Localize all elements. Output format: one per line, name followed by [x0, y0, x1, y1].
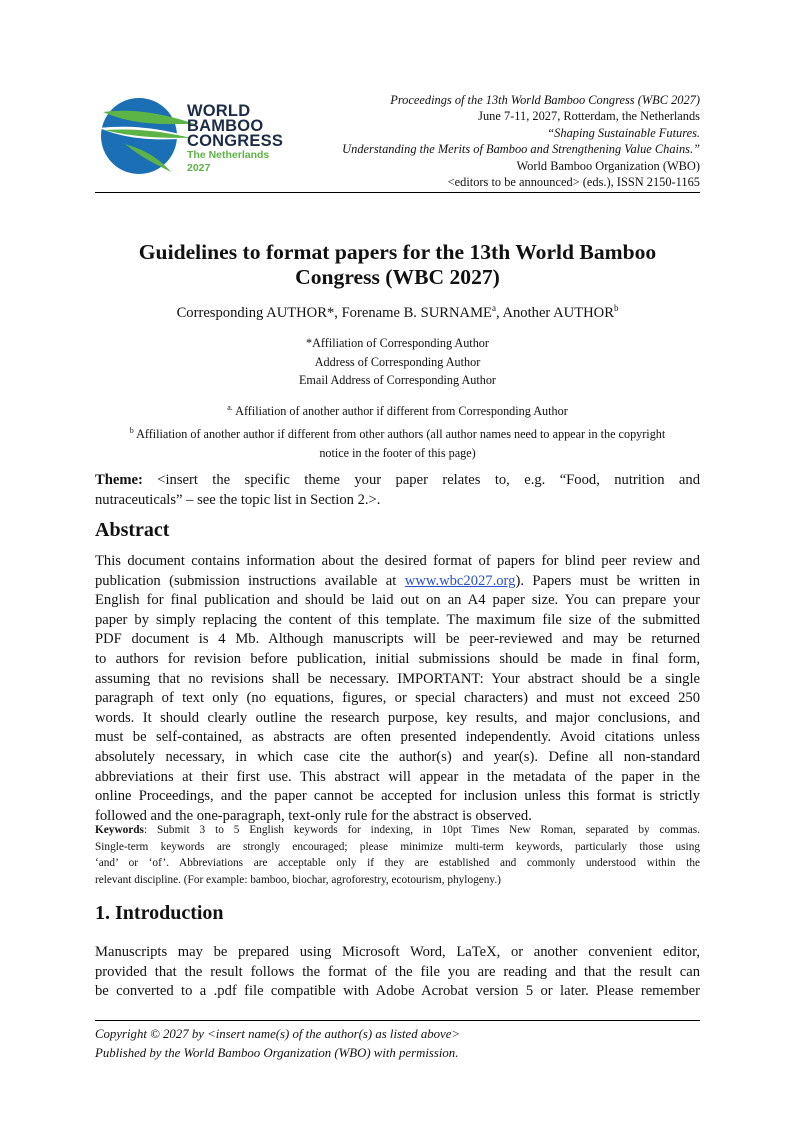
proceedings-info	[342, 92, 700, 190]
abstract-heading: Abstract	[95, 519, 170, 541]
author-2: Forename B. SURNAME	[341, 305, 492, 321]
wbc-website-link[interactable]: www.wbc2027.org	[404, 572, 516, 589]
proceedings-title: Proceedings of the 13th World Bamboo Congress (WBC 2027)	[390, 93, 700, 107]
theme-paragraph: Theme: <insert the specific theme your paper relates to, e.g. “Food, nutrition and nutraceuticals” – see the topic list in Section 2.>.	[95, 472, 700, 508]
affiliation-line-1: *Affiliation of Corresponding Author	[306, 336, 489, 350]
page-footer	[95, 1025, 700, 1062]
introduction-paragraph: Manuscripts may be prepared using Microsoft Word, LaTeX, or another convenient editor, provided that the result follows the format of the file you are reading and that the result can be converted to a .pdf file compatible with Adobe Acrobat version 5 or later. Please remember	[95, 944, 700, 1000]
affiliation-a: $^{a.}$ Affiliation of another author if different from Corresponding Author	[227, 403, 568, 418]
affiliation-line-2: Address of Corresponding Author	[314, 354, 481, 369]
keywords-label: Keywords	[95, 824, 144, 836]
theme-label: Theme:	[95, 472, 143, 488]
title-line-1: Guidelines to format papers for the 13th World Bamboo	[138, 240, 657, 264]
wbc-logo	[95, 94, 295, 174]
affiliation-b-cont: notice in the footer of this page)	[319, 446, 476, 460]
logo-wordmark	[187, 104, 295, 175]
congress-dates-place: June 7-11, 2027, Rotterdam, the Netherlands	[478, 109, 700, 124]
other-affiliations	[95, 398, 700, 463]
abstract-paragraph: This document contains information about the desired format of papers for blind peer review and publication (submission instructions available at www.wbc2027.org). Papers must be written in English for final publication and should be laid out on an A4 paper size. You can prepare your paper by simply replacing the content of this template. The maximum file size of the submitted PDF document is 4 Mb. Although manuscripts will be peer-reviewed and may be returned to authors for revision before publication, initial submissions should be made in final form, assuming that no revisions shall be necessary. IMPORTANT: Your abstract should be a single paragraph of text only (no equations, figures, or special characters) and must not exceed 250 words. It should clearly outline the research purpose, key results, and major conclusions, and must be self-contained, as abstracts are often presented independently. Avoid citations unless absolutely necessary, in which case cite the author(s) and year(s). Define all non-standard abbreviations at their first use. This abstract will appear in the metadata of the paper in the online Proceedings, and the paper cannot be accepted for inclusion unless this format is strictly followed and the one-paragraph, text-only rule for the abstract is observed.	[95, 553, 700, 824]
page-header	[95, 88, 700, 190]
affil-b-mark: b	[129, 426, 134, 435]
corresponding-affiliation	[95, 334, 700, 390]
affiliation-b: $^b$ Affiliation of another author if different from other authors (all author names need to appear in the copyright	[129, 426, 666, 441]
author-2-affil-mark: a	[491, 303, 496, 313]
logo-line-4: The Netherlands 2027	[187, 149, 270, 174]
logo-line-2: BAMBOO	[187, 117, 264, 135]
congress-theme-line-1: “Shaping Sustainable Futures.	[547, 125, 700, 140]
affiliation-line-3: Email Address of Corresponding Author	[298, 373, 496, 387]
header-divider	[95, 192, 700, 193]
congress-theme-line-2: Understanding the Merits of Bamboo and Strengthening Value Chains.”	[342, 142, 700, 157]
editors-issn: <editors to be announced> (eds.), ISSN 2150-1165	[447, 175, 700, 190]
copyright-notice: Copyright © 2027 by <insert name(s) of the author(s) as listed above>	[95, 1027, 461, 1041]
title-line-2: Congress (WBC 2027)	[295, 265, 500, 289]
author-1: Corresponding AUTHOR*,	[176, 305, 342, 321]
logo-line-3: CONGRESS	[187, 132, 284, 150]
introduction-heading: 1. Introduction	[95, 902, 224, 924]
author-3-affil-mark: b	[613, 303, 619, 313]
footer-divider	[95, 1020, 700, 1021]
affil-a-mark: a.	[227, 403, 233, 412]
author-list	[95, 303, 700, 322]
author-3: , Another AUTHOR	[495, 305, 614, 321]
organization: World Bamboo Organization (WBO)	[516, 158, 700, 173]
logo-line-1: WORLD	[187, 102, 251, 120]
keywords-paragraph: Keywords: Submit 3 to 5 English keywords for indexing, in 10pt Times New Roman, separated by commas. Single-term keywords are strongly encouraged; please minimize multi-term keywords, particularly those using ‘and’ or ‘of’. Abbreviations are acceptable only if they are established and commonly understood within the relevant discipline. (For example: bamboo, biochar, agroforestry, ecotourism, phylogeny.)	[95, 824, 700, 886]
paper-title	[95, 240, 700, 290]
publisher-notice: Published by the World Bamboo Organization (WBO) with permission.	[95, 1045, 459, 1060]
